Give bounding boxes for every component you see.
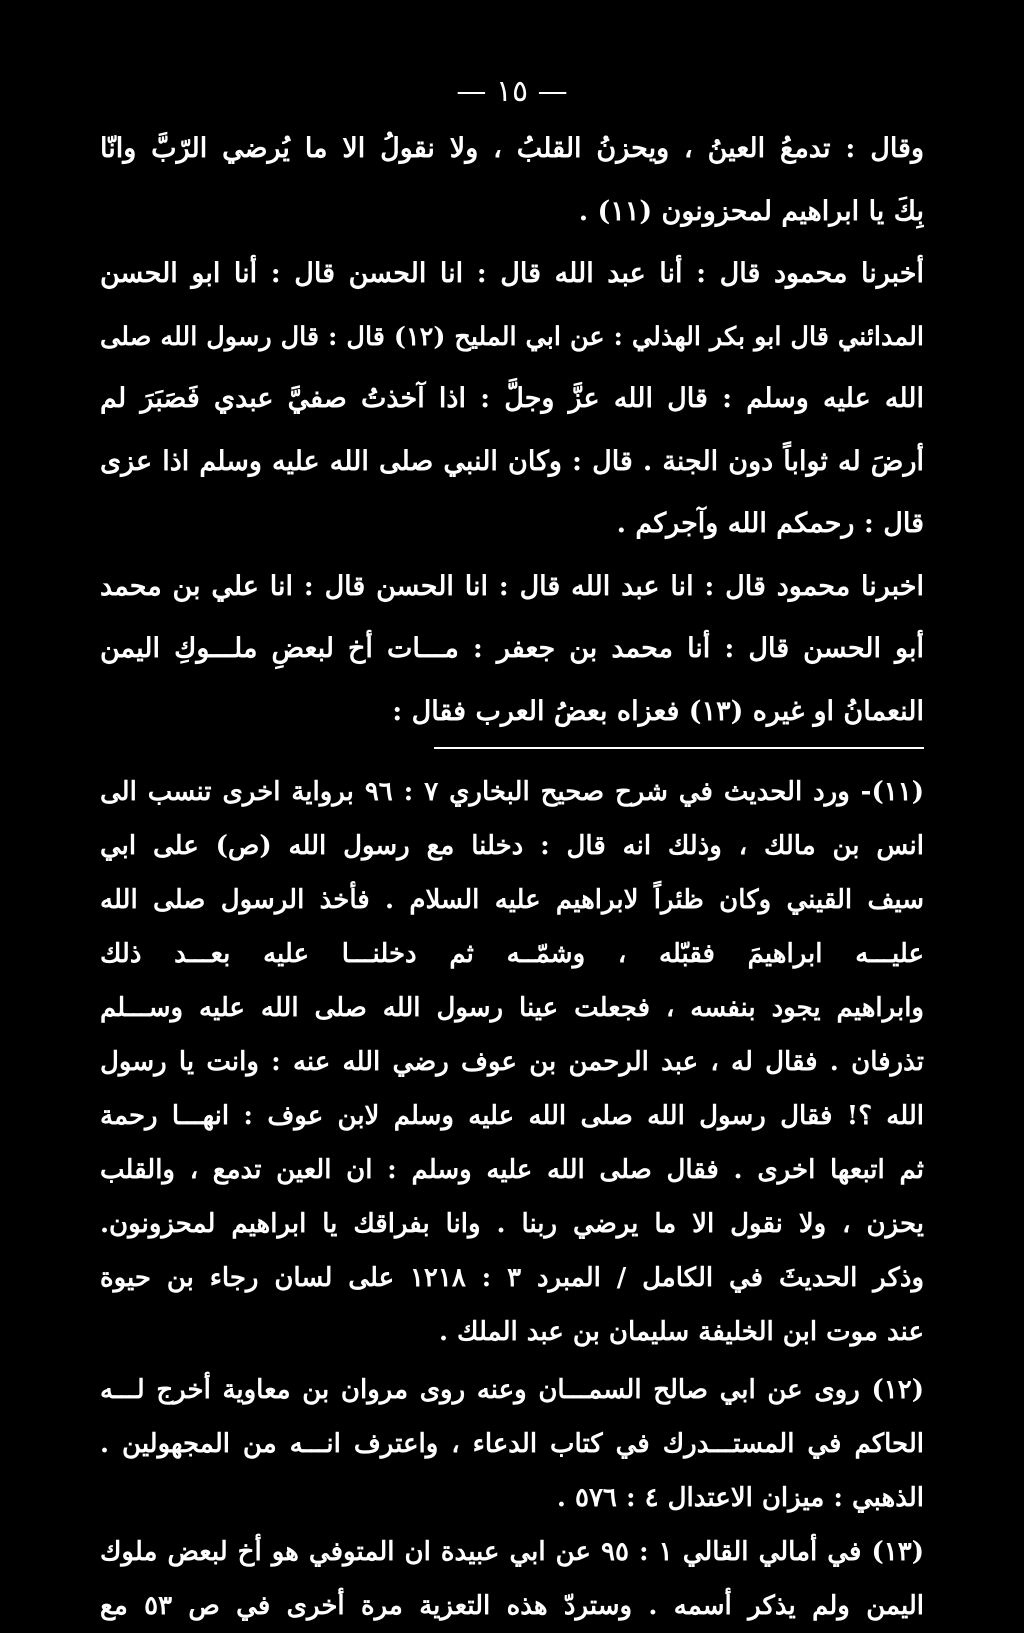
text-line: قال : رحمكم الله وآجركم . xyxy=(616,508,924,539)
page-number: — ١٥ — xyxy=(456,74,568,109)
footnote-line: الحاكم في المستـــدرك في كتاب الدعاء ، واعترف انـــه من المجهولين . xyxy=(100,1429,924,1459)
text-line: الله عليه وسلم : قال الله عزَّ وجلَّ : اذا آخذتُ صفيَّ عبدي فَصَبَرَ لم xyxy=(100,383,924,414)
footnotes xyxy=(100,765,924,1633)
main-text xyxy=(100,118,924,743)
footnote-line: سيف القيني وكان ظئراً لابراهيم عليه السلام . فأخذ الرسول صلى الله xyxy=(100,885,924,915)
footnote-line: وابراهيم يجود بنفسه ، فجعلت عينا رسول الله صلى الله عليه وســـلم xyxy=(100,993,924,1023)
footnote-line: عند موت ابن الخليفة سليمان بن عبد الملك . xyxy=(438,1317,924,1347)
text-line: المدائني قال ابو بكر الهذلي : عن ابي المليح (١٢) قال : قال رسول الله صلى xyxy=(100,321,924,352)
footnote-line: (١١)- ورد الحديث في شرح صحيح البخاري ٧ : ٩٦ برواية اخرى تنسب الى xyxy=(100,777,924,807)
text-line: اخبرنا محمود قال : انا عبد الله قال : انا الحسن قال : انا علي بن محمد xyxy=(100,570,924,602)
text-line: أرضَ له ثواباً دون الجنة . قال : وكان النبي صلى الله عليه وسلم اذا عزى xyxy=(100,445,924,477)
footnote-divider xyxy=(434,747,924,749)
footnote-line: يحزن ، ولا نقول الا ما يرضي ربنا . وانا بفراقك يا ابراهيم لمحزونون. xyxy=(100,1209,924,1239)
text-line: أخبرنا محمود قال : أنا عبد الله قال : انا الحسن قال : أنا ابو الحسن xyxy=(100,258,924,289)
footnote-line: (١٢) روى عن ابي صالح السمـــان وعنه روى مروان بن معاوية أخرج لـــه xyxy=(100,1375,924,1405)
footnote-line: الذهبي : ميزان الاعتدال ٤ : ٥٧٦ . xyxy=(556,1483,924,1513)
footnote-line: انس بن مالك ، وذلك انه قال : دخلنا مع رسول الله (ص) على ابي xyxy=(100,831,924,861)
footnote-line: (١٣) في أمالي القالي ١ : ٩٥ عن ابي عبيدة ان المتوفي هو أخ لبعض ملوك xyxy=(100,1537,924,1567)
text-line: وقال : تدمعُ العينُ ، ويحزنُ القلبُ ، ولا نقولُ الا ما يُرضي الرّبَّ وانّا xyxy=(100,133,924,164)
footnote-line: الله ؟! فقال رسول الله صلى الله عليه وسلم لابن عوف : انهـــا رحمة xyxy=(100,1101,924,1131)
text-line: أبو الحسن قال : أنا محمد بن جعفر : مـــات أخ لبعضِ ملـــوكِ اليمن xyxy=(100,633,924,664)
footnote-line: تذرفان . فقال له ، عبد الرحمن بن عوف رضي الله عنه : وانت يا رسول xyxy=(100,1047,924,1077)
footnote-line: وذكر الحديثَ في الكامل / المبرد ٣ : ١٢١٨ على لسان رجاء بن حيوة xyxy=(100,1263,924,1293)
footnote-line: اليمن ولم يذكر أسمه . وستردّ هذه التعزية مرة أخرى في ص ٥٣ مع xyxy=(100,1591,924,1621)
footnote-line: ثم اتبعها اخرى . فقال صلى الله عليه وسلم : ان العين تدمع ، والقلب xyxy=(100,1155,924,1185)
text-line: النعمانُ او غيره (١٣) فعزاه بعضُ العرب فقال : xyxy=(392,695,924,727)
footnote-line: عليـــه ابراهيمَ فقبّله ، وشمّــه ثم دخلنـــا عليه بعـــد ذلك xyxy=(100,939,924,969)
text-line: بِكَ يا ابراهيم لمحزونون (١١) . xyxy=(578,195,924,227)
